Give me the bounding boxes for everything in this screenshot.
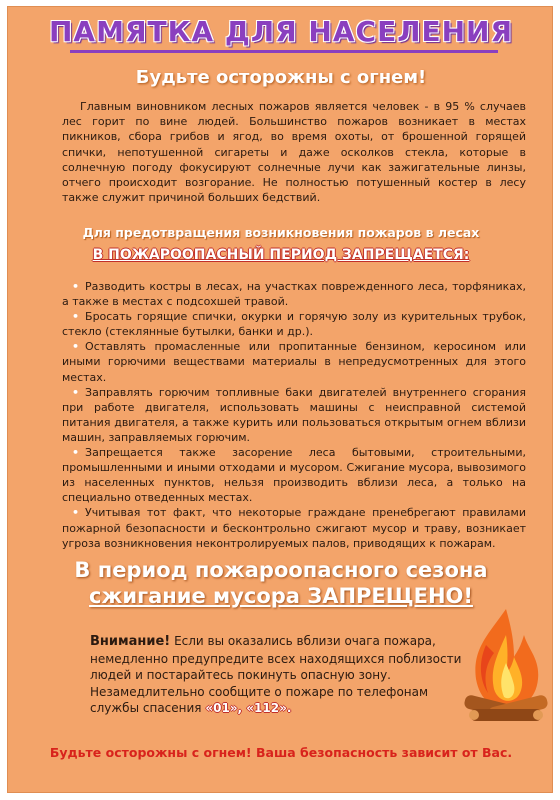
footer-warning: Будьте осторожны с огнем! Ваша безопасность зависит от Вас. [49,745,513,760]
rule-item [62,385,526,445]
rule-item [62,279,526,309]
rule-item [62,309,526,339]
poster-title: ПАМЯТКА ДЛЯ НАСЕЛЕНИЯ [48,15,514,48]
attention-label: Внимание! [90,634,171,649]
bullet-icon: • [72,446,80,460]
campfire-icon [458,605,554,729]
rule-text: Бросать горящие спички, окурки и горячую золу из курительных трубок, стекло (стеклянные бутылки, банки и др.). [62,310,526,339]
fire-flames [475,609,538,709]
poster [7,6,553,793]
intro-paragraph: Главным виновником лесных пожаров является человек - в 95 % случаев лес горит по вине людей. Большинство пожаров возникает в местах пикников, сбора грибов и ягод, во время охоты, от брошенной горящей спички, непотушенной сигареты и даже осколков стекла, которые в солнечную погоду фокусируют солнечные лучи как зажигательные линзы, отчего происходит возгорание. Не полностью потушенный костер в лесу также служит причиной больших бедствий. [62,100,526,205]
rule-text: Разводить костры в лесах, на участках поврежденного леса, торфяниках, а также в местах с подсохшей травой. [62,280,526,309]
rule-item [62,445,526,505]
bullet-icon: • [72,385,80,399]
season-warning [8,557,554,609]
forbidden-heading: В ПОЖАРООПАСНЫЙ ПЕРИОД ЗАПРЕЩАЕТСЯ: [92,247,470,263]
season-line-2: сжигание мусора ЗАПРЕЩЕНО! [89,584,473,608]
title-underline [70,50,498,53]
rule-item [62,339,526,384]
bullet-icon: • [72,280,80,293]
emergency-phones: «01», «112». [205,701,292,716]
bullet-icon: • [72,340,80,354]
poster-subtitle: Будьте осторожны с огнем! [135,67,427,88]
bullet-icon: • [72,506,80,520]
rule-text: Заправлять горючим топливные баки двигателей внутреннего сгорания при работе двигателя, использовать машины с неисправной системой питания двигателя, а также курить или пользоваться открытым огнем вблизи машин, заправляемых горючим. [62,385,526,444]
rule-text: Учитывая тот факт, что некоторые граждане пренебрегают правилами пожарной безопасности и бесконтрольно сжигают мусор и траву, возникает угроза возникновения неконтролируемых палов, приводящих к пожарам. [62,506,526,550]
rule-text: Оставлять промасленные или пропитанные бензином, керосином или иными горючими веществами материалы в непредусмотренных для этого местах. [62,340,526,384]
rule-text: Запрещается также засорение леса бытовыми, строительными, промышленными и иными отходами и мусором. Сжигание мусора, вывозимого из населенных пунктов, нельзя производить вблизи леса, а только на специально отведенных местах. [62,446,526,505]
attention-block [90,633,470,717]
bullet-icon: • [72,310,80,324]
rule-item [62,505,526,550]
rules-list [62,279,526,551]
attention-text: Если вы оказались вблизи очага пожара, немедленно предупредите всех находящихся поблизости людей и постарайтесь покинуть опасную зону. Незамедлительно сообщите о пожаре по телефонам службы спасения [90,634,462,716]
prevention-heading: Для предотвращения возникновения пожаров в лесах [82,225,480,240]
season-line-1: В период пожароопасного сезона [74,558,488,582]
